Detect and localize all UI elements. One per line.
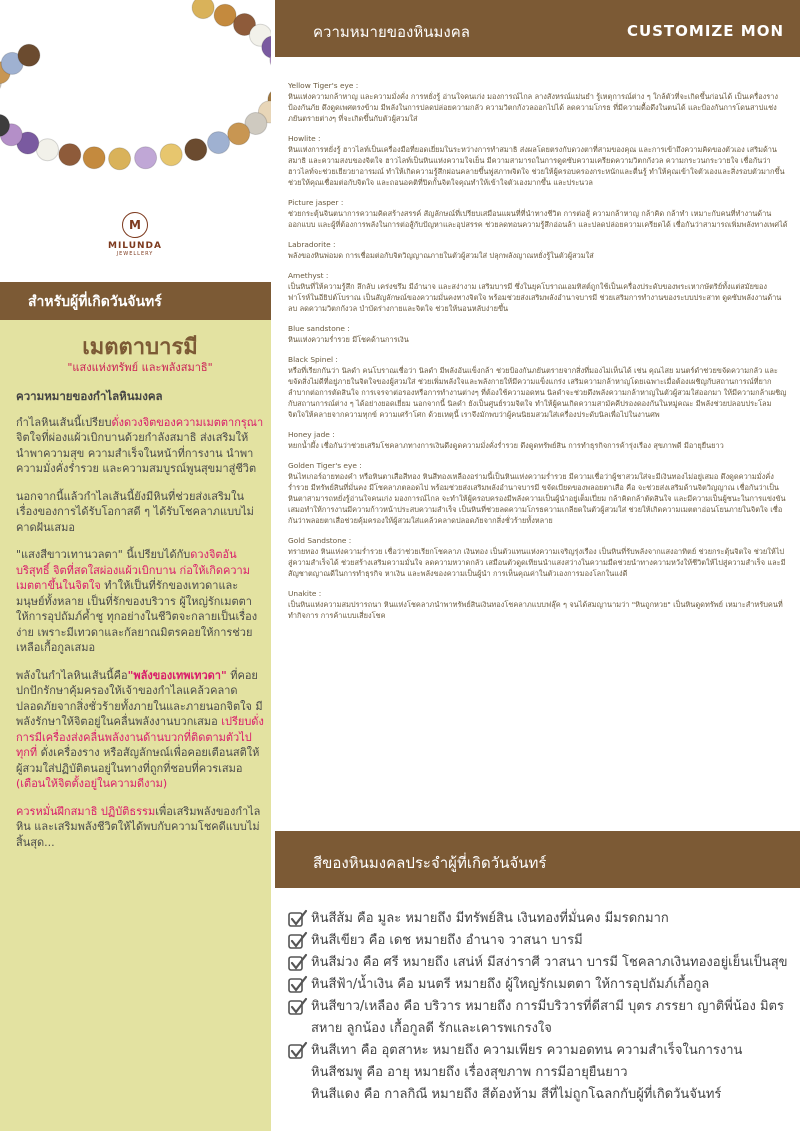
p4-c: ที่คอยปกปักรักษาคุ้มครองให้เจ้าของกำไลแคล้วคลาดปลอดภัยจากสิ่งชั่วร้ายทั้งภายในและภายนอกจิตใจ มีพลังรักษาให้จิตอยู่ในคลื่นพลังงานบวกเสมอ bbox=[16, 668, 263, 728]
p4-highlight-2: เปรียบดั่งการมีเครื่องส่งคลื่นพลังงานด้านบวกที่ติดตามตัวไปทุกที่ bbox=[16, 715, 264, 759]
left-band bbox=[0, 282, 271, 320]
color-item-orange: หินสีส้ม คือ มูละ หมายถึง มีทรัพย์สิน เงินทองที่มั่นคง มีมรดกมาก bbox=[311, 911, 669, 926]
check-icon bbox=[285, 974, 311, 996]
stone-name: Unakite : bbox=[288, 589, 322, 598]
brand-mark-icon: M bbox=[122, 212, 148, 238]
stone-name: Amethyst : bbox=[288, 271, 329, 280]
stone-desc: เป็นหินที่ให้ความรู้สึก ลึกลับ เคร่งขรึม มีอำนาจ และสง่างาม เสริมบารมี ซึ่งในยุคโบราณเอมทิสต์ถูกใช้เป็นเครื่องประดับของพระเหากษัตริย์ทั้งแต่สมัยของฟาโรห์ในอียิปต์โบราณ เป็นสัญลักษณ์ของความมั่นคงทางจิตใจ พร้อมช่วยส่งเสริมพลังอำนาจบารมี ช่วยเสริมการทำงานของระบบประสาท ดูดซับพลังงานด้านลบ ลดความวิตกกังวล บำบัดร่างกายและจิตใจ ช่วยให้นอนหลับง่ายขึ้น bbox=[288, 282, 782, 313]
color-item-pink: หินสีชมพู คือ อายุ หมายถึง เรื่องสุขภาพ การมีอายุยืนยาว bbox=[311, 1065, 628, 1080]
color-checklist bbox=[285, 908, 790, 1106]
stone-item bbox=[288, 588, 788, 621]
check-icon bbox=[285, 952, 311, 974]
bead bbox=[228, 123, 250, 145]
check-row bbox=[285, 908, 790, 930]
stone-item bbox=[288, 133, 788, 188]
p3-a: "แสงสีขาวเทานวลตา" นี้เปรียบได้กับ bbox=[16, 548, 191, 561]
colors-band bbox=[275, 831, 800, 888]
spacer bbox=[285, 1062, 311, 1084]
stone-name: Howlite : bbox=[288, 134, 321, 143]
check-row bbox=[285, 952, 790, 974]
paragraph-3 bbox=[16, 547, 264, 656]
p1-c: จิตใจที่ผ่องแผ้วเบิกบานด้วยกำลังสมาธิ ส่งเสริมให้นำพาความสุข ความสำเร็จในหน้าที่การงาน นำพาความมั่งคั่งร่ำรวย และความสมบูรณ์พูนสุขมาสู่ชีวิต bbox=[16, 431, 257, 475]
stone-desc: หินแห่งการหยั่งรู้ ฮาวไลท์เป็นเครื่องมือที่ยอดเยี่ยมในระหว่างการทำสมาธิ ส่งผลโดยตรงกับดวงตาที่สามของคุณ และการเข้าถึงความคิดของตัวเอง เสริมด้านสมาธิ และความสงบของจิตใจ ฮาวไลท์เป็นหินแห่งความใจเย็น มีความสามารถในการดูดซับความเครียดความวิตกกังวล ความกระวนกระวายใจ เชื่อกันว่าฮาวไลท์จะช่วยเยียวยาอารมณ์ ทำให้เกิดความรู้สึกผ่อนคลายขึ้นฟูสภาพจิตใจ ช่วยให้ผู้ครอบครองกระหนักและตื่นรู้ ทำให้คุณเข้าใจตัวเองและสิ่งรอบตัวมากขึ้น ช่วยให้คุณเชื่อมต่อกับจิตใจ และถอนอคติที่ปิดกั้นจิตใจคุณทำให้เข้าใจตัวเองมากขึ้น และประนวล bbox=[288, 145, 785, 187]
check-icon bbox=[285, 930, 311, 952]
check-row bbox=[285, 974, 790, 996]
check-row bbox=[285, 1062, 790, 1084]
stone-item bbox=[288, 429, 788, 451]
bead bbox=[109, 148, 131, 170]
stone-desc: หินแห่งความร่ำรวย มีโชคด้านการเงิน bbox=[288, 335, 409, 344]
stone-desc: หินแห่งความกล้าหาญ และความมั่งคั่ง การหยั่งรู้ อ่านใจคนเก่ง มองการณ์ไกล ลางสังหรณ์แม่นยำ รู้เหตุการณ์ต่าง ๆ ใกล้ตัวที่จะเกิดขึ้นก่อนได้ เป็นเครื่องรางป้องกันภัย ดึงดูดเพศตรงข้าม มีพลังในการปลดปล่อยความกลัว ความวิตกกังวลออกไปได้ ลดความโกรธ ที่มีความดื้อดึงในตนได้ และป้องกันการโดนสาปแช่ง ภยันตรายต่างๆ ที่จะเกิดขึ้นกับตัวผู้สวมใส่ bbox=[288, 92, 778, 123]
color-item-purple: หินสีม่วง คือ ศรี หมายถึง เสน่ห์ มีสง่าราศี วาสนา บารมี โชคลาภเงินทองอยู่เย็นเป็นสุข bbox=[311, 955, 788, 970]
stone-name: Golden Tiger's eye : bbox=[288, 461, 362, 470]
stone-item bbox=[288, 535, 788, 579]
p4-note: (เตือนให้จิตตั้งอยู่ในความดีงาม) bbox=[16, 777, 168, 790]
p5-b: เพื่อเสริมพลังของกำไลหิน และเสริมพลังชีวิตให้ได้พบกับความโชคดีแบบไม่สิ้นสุด... bbox=[16, 804, 261, 849]
p5-highlight: ควรหมั่นฝึกสมาธิ ปฏิบัติธรรม bbox=[16, 804, 156, 818]
stone-item bbox=[288, 80, 788, 124]
bead bbox=[192, 0, 214, 19]
stone-item bbox=[288, 460, 788, 526]
stone-name: Honey jade : bbox=[288, 430, 335, 439]
p1-a: กำไลหินเส้นนี้เปรียบ bbox=[16, 415, 112, 429]
bead bbox=[185, 139, 207, 161]
p4-highlight: "พลังของเทพเทวดา" bbox=[127, 668, 227, 682]
stone-desc: พลังของหินพ่อมด การเชื่อมต่อกับจิตวิญญาณภายในตัวผู้สวมใส่ ปลุกพลังญาณหยั่งรู้ในตัวผู้สวมใส่ bbox=[288, 251, 594, 260]
check-row bbox=[285, 1040, 790, 1062]
header-right-label: CUSTOMIZE MON bbox=[626, 22, 784, 40]
p4-a: พลังในกำไลหินเส้นนี้คือ bbox=[16, 668, 128, 682]
column-divider bbox=[271, 0, 275, 1131]
brand-sub: JEWELLERY bbox=[116, 251, 154, 257]
stone-desc: ช่วยกระตุ้นจินตนาการความคิดสร้างสรรค์ สัญลักษณ์ที่เปรียบเสมือนแผนที่ที่นำทางชีวิต การต่อสู้ ความกล้าหาญ กล้าคิด กล้าทำ เหมาะกับคนที่ทำงานด้านออกแบบ และผู้ที่ต้องการพลังในการต่อสู้กับปัญหาและอุปสรรค ช่วยลดทอนความรู้สึกอ่อนล้า และปลดปล่อยความเครียดได้ เชื่อกันว่าสามารถเพิ่มพลังทางเพศได้ bbox=[288, 209, 788, 229]
stone-name: Picture jasper : bbox=[288, 198, 344, 207]
paragraph-2: นอกจากนี้แล้วกำไลเส้นนี้ยังมีหินที่ช่วยส่งเสริมในเรื่องของการได้รับโอกาสดี ๆ ได้รับโชคลาภแบบไม่คาดฝันเสมอ bbox=[16, 489, 254, 534]
stone-item bbox=[288, 354, 788, 420]
color-item-red: หินสีแดง คือ กาลกิณี หมายถึง สีต้องห้าม สีที่ไม่ถูกโฉลกกับผู้ที่เกิดวันจันทร์ bbox=[311, 1087, 722, 1102]
stone-name: Gold Sandstone : bbox=[288, 536, 352, 545]
bead bbox=[160, 144, 182, 166]
bead bbox=[135, 147, 157, 169]
colors-band-title: สีของหินมงคลประจำผู้ที่เกิดวันจันทร์ bbox=[313, 854, 547, 872]
stone-desc: ทรายทอง หินแห่งความร่ำรวย เชื่อว่าช่วยเรียกโชคลาภ เงินทอง เป็นตัวแทนแห่งความเจริญรุ่งเรือง เป็นหินที่รับพลังจากแสงอาทิตย์ ช่วยกระตุ้นจิตใจ ช่วยให้ไปสู่ความสำเร็จได้ ช่วยสร้างเสริมความมั่นใจ ลดความหวาดกลัว เสมือนตัวดูดเทียนนำแสงสว่างในความมืดช่วยนำทางความหวังให้ชีวิตให้ไปสู่ความสำเร็จ และมีสัญชาตญาณดีในการทำธุรกิจ หาเงิน และพลังของความเป็นผู้นำ การเห็นคุณค่าในตัวเองการมองโลกในแง่ดี bbox=[288, 547, 786, 578]
stone-meanings bbox=[288, 80, 788, 630]
p4-e: ดั่งเครื่องราง หรือสัญลักษณ์เพื่อคอยเตือนสติให้ผู้สวมใส่ปฏิบัติตนอยู่ในทางที่ถูกที่ชอบที่ควรเสมอ bbox=[16, 746, 260, 775]
product-photo bbox=[0, 0, 271, 282]
check-row bbox=[285, 930, 790, 952]
stone-desc: หยกน้ำผึ้ง เชื่อกันว่าช่วยเสริมโชคลาภทางการเงินดึงดูดความมั่งคั่งร่ำรวย ดึงดูดทรัพย์สิน การทำธุรกิจการค้ารุ่งเรือง สุขภาพดี มีอายุยืนยาว bbox=[288, 441, 724, 450]
paragraph-4 bbox=[16, 668, 264, 792]
stone-name: Black Spinel : bbox=[288, 355, 338, 364]
color-item-grey: หินสีเทา คือ อุตสาหะ หมายถึง ความเพียร ความอดทน ความสำเร็จในการงาน bbox=[311, 1043, 743, 1058]
color-item-green: หินสีเขียว คือ เดช หมายถึง อำนาจ วาสนา บารมี bbox=[311, 933, 583, 948]
stone-item bbox=[288, 239, 788, 261]
section-heading: ความหมายของกำไลหินมงคล bbox=[16, 389, 163, 403]
spacer bbox=[285, 1084, 311, 1106]
check-row bbox=[285, 996, 790, 1040]
left-band-title: สำหรับผู้ที่เกิดวันจันทร์ bbox=[28, 294, 162, 310]
left-text-block bbox=[16, 335, 264, 862]
bead bbox=[208, 132, 230, 154]
stone-item bbox=[288, 197, 788, 230]
bead bbox=[18, 44, 40, 66]
color-item-blue: หินสีฟ้า/น้ำเงิน คือ มนตรี หมายถึง ผู้ใหญ่รักเมตตา ให้การอุปถัมภ์เกื้อกูล bbox=[311, 977, 710, 992]
main-subtitle: "แสงแห่งทรัพย์ และพลังสมาธิ" bbox=[67, 360, 213, 374]
bead bbox=[59, 144, 81, 166]
main-title: เมตตาบารมี bbox=[82, 335, 198, 360]
check-row bbox=[285, 1084, 790, 1106]
stone-desc: หรือที่เรียกกันว่า นิลดำ คนโบราณเชื่อว่า นิลดำ มีพลังอันแข็งกล้า ช่วยป้องกันภยันตรายจากสิ่งที่มองไม่เห็นได้ เช่น คุณไสย มนตร์ดำช่วยขจัดความกลัว และขจัดสิ่งไม่ดีที่อยู่ภายในจิตใจของผู้สวมใส่ ช่วยเพิ่มพลังใจและพลังกายให้มีความแข็งแกร่ง เสริมความกล้าหาญโดยเฉพาะเมื่อต้องเผชิญกับสถานการณ์ที่ยากลำบากต่อการตัดสินใจ การเจรจาต่อรองหรือการทำงานต่างๆ ที่ต้องใช้ความอดทน นิลดำจะช่วยดึงพลังความกล้าหาญในตัวผู้สวมใส่ออกมา ให้มีความกล้าเผชิญกับสถานการณ์ต่าง ๆ ได้อย่างยอดเยี่ยม นอกจากนี้ นิลดำ ยังเป็นศูนย์รวมจิตใจ ทำให้ผู้คนเกิดความสามัคคีปรองดองกันในหมู่คณะ มีพลังช่วยปลอบประโลมจิตใจให้คลายจากความทุกข์ ความเศร้าโศก ด้วยเหตุนี้ เราจึงมักพบว่าผู้คนนิยมสวมใส่เครื่องประดับนิลเพื่อไปในงานศพ bbox=[288, 366, 787, 419]
bracelet-illustration bbox=[0, 0, 271, 200]
check-icon bbox=[285, 908, 311, 930]
check-icon bbox=[285, 996, 311, 1018]
color-item-white-yellow: หินสีขาว/เหลือง คือ บริวาร หมายถึง การมีบริวารที่ดีสามี บุตร ภรรยา ญาติพี่น้อง มิตรสหาย ลูกน้อง เกื้อกูลดี รักและเคารพเกรงใจ bbox=[311, 999, 784, 1036]
p3-highlight: ดวงจิตอันบริสุทธิ์ จิตที่สดใสผ่องแผ้วเบิกบาน ก่อให้เกิดความเมตตาขึ้นในจิตใจ bbox=[16, 548, 250, 592]
stone-desc: เป็นหินแห่งความสมปรารถนา หินแห่งโชคลาภนำพาทรัพย์สินเงินทองโชคลาภแบบฟลุ๊ค ๆ จนได้สมญานามว่า "หินถูกหวย" เป็นหินดูดทรัพย์ เหมาะสำหรับคนที่ทำกิจการ การค้าแบบเสี่ยงโชค bbox=[288, 600, 783, 620]
stone-item bbox=[288, 270, 788, 314]
stone-name: Blue sandstone : bbox=[288, 324, 350, 333]
bead bbox=[37, 139, 59, 161]
stone-name: Labradorite : bbox=[288, 240, 336, 249]
brand-logo bbox=[100, 212, 170, 257]
stone-item bbox=[288, 323, 788, 345]
header-band bbox=[275, 0, 800, 57]
bead bbox=[83, 147, 105, 169]
stone-name: Yellow Tiger's eye : bbox=[288, 81, 359, 90]
bead bbox=[214, 4, 236, 26]
check-icon bbox=[285, 1040, 311, 1062]
p1-highlight: ดั่งดวงจิตของความเมตตากรุณา bbox=[111, 415, 264, 429]
p3-c: ทำให้เป็นที่รักของเทวดาและมนุษย์ทั้งหลาย เป็นที่รักของบริวาร ผู้ใหญ่รักเมตตา ให้การอุปถัมภ์ค้ำชู ทุกอย่างในชีวิตจะกลายเป็นเรื่องง่าย เพราะมีเทวดาและกัลยาณมิตรคอยให้การช่วยเหลือเกื้อกูลเสมอ bbox=[16, 579, 258, 654]
brand-name: MILUNDA bbox=[108, 241, 162, 251]
stone-desc: หินไทเกอร์อายทองคำ หรือหินตาเสือสีทอง หินสีทองเหลืองอร่ามนี้เป็นหินแห่งความร่ำรวย มีความเชื่อว่าผู้ชาสวมใส่จะมีเงินทองไม่อยู่เสมอ ดึงดูดความมั่งคั่งร่ำรวย มีทรัพย์สินที่มั่นคง มีโชคลาภตลอดไป พร้อมช่วยส่งเสริมพลังอำนาจบารมี ขจัดเบียดของพลอยตาเสือ คือ จะช่วยส่งเสริมด้านจิตวิญญาณ เชื่อกันว่าเป็นหินตาสามารถหยั่งรู้อ่านใจคนเก่ง มองการณ์ไกล จะทำให้ผู้ครอบครองมีพลังความเป็นผู้นำอยู่เต็มเปี่ยม กล้าคิดกล้าตัดสินใจ และมีความเป็นผู้ชนะในการแข่งขันเสมอทำให้การงานมีความก้าวหน้าประสบความสำเร็จ เป็นหินที่ช่วยลดความโกรธความเกลียดในตัวผู้สวมใส่ ช่วยให้เกิดความเมตตาอ่อนโยนภายในจิตใจ เชื่อกันว่าพลอยตาเสือช่วยคุ้มครองให้ผู้สวมใส่แคล้วคลาดปลอดภัยจากสิ่งชั่วร้ายทั้งหลาย bbox=[288, 472, 786, 525]
paragraph-5 bbox=[16, 804, 264, 851]
header-title: ความหมายของหินมงคล bbox=[313, 23, 470, 41]
paragraph-1 bbox=[16, 415, 264, 477]
